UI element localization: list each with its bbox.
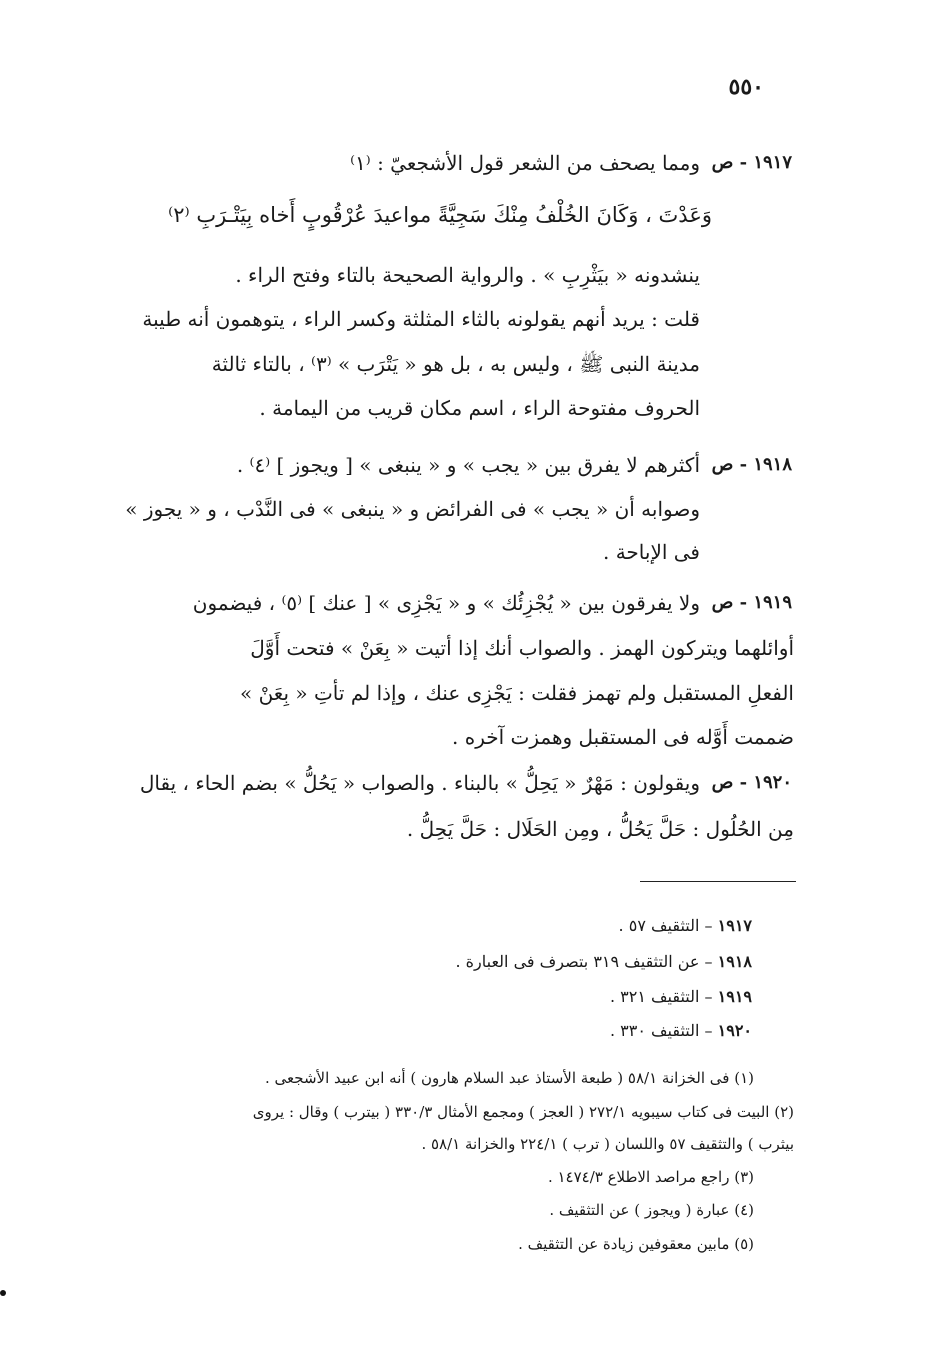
footnote: (٣) راجع مراصد الاطلاع ١٤٧٤/٣ . bbox=[547, 1168, 754, 1186]
entry-line: ينشدونه « بيَثْرِبِ » . والرواية الصحيحة بالتاء وفتح الراء . bbox=[235, 263, 700, 287]
entry-line: فى الإباحة . bbox=[602, 540, 700, 564]
poetry-verse: وَعَدْتَ ، وَكَانَ الخُلْفُ مِنْكَ سَجِيَّةً مواعيدَ عُرْقُوبٍ أَخاه بِيَتْـرَبِ ⁽٢⁾ bbox=[168, 203, 712, 227]
entry-number: ١٩١٨ - ص bbox=[711, 454, 792, 475]
source-text: – التثقيف ٣٣٠ . bbox=[609, 1021, 718, 1040]
source-number: ١٩١٩ bbox=[717, 987, 752, 1006]
source-ref bbox=[455, 950, 752, 974]
entry-line: الحروف مفتوحة الراء ، اسم مكان قريب من اليمامة . bbox=[259, 396, 700, 420]
source-number: ١٩١٧ bbox=[717, 916, 752, 935]
entry-number: ١٩١٩ - ص bbox=[711, 592, 792, 613]
footnote: (١) فى الخزانة ٥٨/١ ( طبعة الأستاذ عبد السلام هارون ) أنه ابن عبيد الأشجعى . bbox=[264, 1069, 754, 1087]
footnote: (٢) البيت فى كتاب سيبويه ٢٧٢/١ ( العجز ) ومجمع الأمثال ٣٣٠/٣ ( بيترب ) وقال : يروى bbox=[252, 1103, 794, 1121]
entry-line: وصوابه أن « يجب » فى الفرائض و « ينبغى » فى النَّدْب ، و « يجوز » bbox=[125, 497, 700, 521]
entry-line: مِن الحُلُول : حَلَّ يَحُلُّ ، ومِن الحَلَال : حَلَّ يَحِلُّ . bbox=[406, 817, 794, 841]
source-ref bbox=[610, 1019, 752, 1043]
source-text: – عن التثقيف ٣١٩ بتصرف فى العبارة . bbox=[455, 952, 718, 971]
entry-line: ولا يفرقون بين « يُجْزِئُك » و « يَجْزِى » [ عنك ] ⁽٥⁾ ، فيضمون bbox=[192, 591, 700, 615]
source-number: ١٩٢٠ bbox=[717, 1021, 752, 1040]
entry-number: ١٩١٧ - ص bbox=[711, 152, 792, 173]
entry-line: أوائلهما ويتركون الهمز . والصواب أنك إذا أتيت « بِعَنْ » فتحت أَوَّلَ bbox=[250, 636, 794, 660]
page-number: ٥٥٠ bbox=[728, 74, 764, 100]
footnote: (٥) مابين معقوفين زيادة عن التثقيف . bbox=[518, 1235, 754, 1253]
footnote: (٤) عبارة ( ويجوز ) عن التثقيف . bbox=[549, 1201, 754, 1219]
entry-line: ومما يصحف من الشعر قول الأشجعيّ : ⁽١⁾ bbox=[350, 151, 700, 175]
source-text: – التثقيف ٣٢١ . bbox=[609, 987, 718, 1006]
entry-line: أكثرهم لا يفرق بين « يجب » و « ينبغى » [ ويجوز ] ⁽٤⁾ . bbox=[236, 453, 700, 477]
source-ref bbox=[610, 985, 752, 1009]
source-ref bbox=[619, 914, 752, 938]
scan-speck bbox=[0, 1290, 6, 1296]
source-text: – التثقيف ٥٧ . bbox=[618, 916, 718, 935]
entry-line: الفعلِ المستقبل ولم تهمز فقلت : يَجْزِى عنك ، وإذا لم تأتِ « بِعَنْ » bbox=[239, 681, 794, 705]
footnote-divider bbox=[640, 881, 796, 882]
entry-line: ويقولون : مَهْرٌ « يَحِلُّ » بالبناء . والصواب « يَحُلُّ » بضم الحاء ، يقال bbox=[139, 771, 700, 795]
entry-line: ضممت أَوَّله فى المستقبل وهمزت آخره . bbox=[452, 725, 794, 749]
entry-number: ١٩٢٠ - ص bbox=[711, 772, 792, 793]
source-number: ١٩١٨ bbox=[717, 952, 752, 971]
footnote-continuation: بيثرب ) والتثقيف ٥٧ واللسان ( ترب ) ٢٢٤/١ والخزانة ٥٨/١ . bbox=[421, 1135, 794, 1153]
entry-line: مدينة النبى ﷺ ، وليس به ، بل هو « يَتْرَب » ⁽٣⁾ ، بالتاء ثالثة bbox=[211, 352, 700, 376]
entry-line: قلت : يريد أنهم يقولونه بالثاء المثلثة وكسر الراء ، يتوهمون أنه طيبة bbox=[142, 307, 700, 331]
